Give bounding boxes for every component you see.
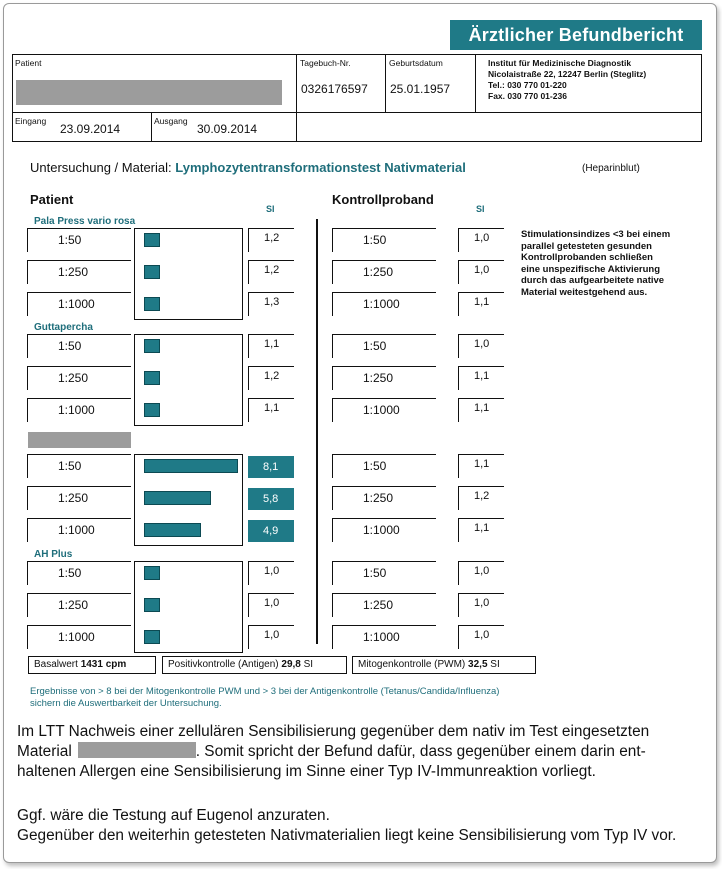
si-bar (144, 339, 160, 353)
si-bar (144, 371, 160, 385)
column-patient: Patient (30, 192, 74, 207)
si-bar (144, 403, 160, 417)
control-si-value: 1,1 (458, 454, 504, 478)
patient-si-value: 8,1 (248, 456, 294, 478)
patient-si-value: 1,1 (248, 398, 294, 422)
header-divider-v1 (296, 54, 297, 142)
patient-concentration: 1:250 (27, 486, 131, 510)
report-title: Ärztlicher Befundbericht (450, 20, 702, 50)
patient-si-value: 1,2 (248, 228, 294, 252)
control-si-value: 1,2 (458, 486, 504, 510)
tagebuch-value: 0326176597 (301, 82, 368, 96)
si-bar (144, 297, 160, 311)
control-concentration: 1:250 (332, 366, 436, 390)
mitogen-box (352, 656, 536, 674)
material-name: AH Plus (34, 549, 73, 560)
control-si-value: 1,0 (458, 593, 504, 617)
geburt-label: Geburtsdatum (389, 58, 443, 68)
basal-value: 1431 cpm (80, 659, 127, 670)
header-divider-v4 (151, 112, 152, 142)
befund-line-1: Im LTT Nachweis einer zellulären Sensibilisierung gegenüber dem nativ im Test eingesetzten (17, 723, 650, 740)
patient-si-value: 1,0 (248, 561, 294, 585)
mitogen-label: Mitogenkontrolle (PWM) (358, 659, 466, 670)
geburt-value: 25.01.1957 (390, 82, 451, 96)
column-si-patient: SI (266, 204, 275, 214)
eingang-value: 23.09.2014 (60, 122, 121, 136)
patient-si-value: 5,8 (248, 488, 294, 510)
si-bar (144, 233, 160, 247)
patient-si-value: 1,2 (248, 366, 294, 390)
control-concentration: 1:1000 (332, 625, 436, 649)
befund-line-4: Ggf. wäre die Testung auf Eugenol anzuraten. (17, 807, 330, 824)
untersuchung-label: Untersuchung / Material: (30, 160, 172, 175)
patient-name-redacted (16, 80, 282, 105)
patient-label: Patient (15, 58, 42, 68)
mitogen-value: 32,5 (468, 659, 488, 670)
eingang-label: Eingang (15, 116, 47, 126)
si-bar (144, 491, 211, 505)
material-name: Guttapercha (34, 322, 93, 333)
control-concentration: 1:250 (332, 486, 436, 510)
si-bar (144, 598, 160, 612)
patient-concentration: 1:1000 (27, 292, 131, 316)
control-concentration: 1:250 (332, 593, 436, 617)
material-name: Pala Press vario rosa (34, 216, 136, 227)
header-divider-h (12, 112, 702, 113)
patient-concentration: 1:1000 (27, 398, 131, 422)
patient-concentration: 1:250 (27, 593, 131, 617)
validity-note: Ergebnisse von > 8 bei der Mitogenkontrolle PWM und > 3 bei der Antigenkontrolle (Tetanus/Candida/Influenza) sichern die Auswertbarkeit der Untersuchung. (30, 686, 500, 709)
control-concentration: 1:50 (332, 334, 436, 358)
basal-box (28, 656, 156, 674)
si-bar (144, 630, 160, 644)
patient-concentration: 1:1000 (27, 518, 131, 542)
patient-concentration: 1:250 (27, 366, 131, 390)
patient-concentration: 1:50 (27, 561, 131, 585)
control-si-value: 1,0 (458, 561, 504, 585)
header-divider-v2 (385, 54, 386, 112)
ausgang-value: 30.09.2014 (197, 122, 258, 136)
befund-line-5: Gegenüber den weiterhin getesteten Nativmaterialien liegt keine Sensibilisierung vom Typ IV vor. (17, 827, 677, 844)
column-kontroll: Kontrollproband (332, 192, 434, 207)
patient-concentration: 1:50 (27, 334, 131, 358)
ausgang-label: Ausgang (154, 116, 188, 126)
control-concentration: 1:1000 (332, 292, 436, 316)
control-concentration: 1:250 (332, 260, 436, 284)
patient-si-value: 1,3 (248, 292, 294, 316)
patient-concentration: 1:250 (27, 260, 131, 284)
control-si-value: 1,1 (458, 518, 504, 542)
patient-si-value: 1,2 (248, 260, 294, 284)
column-separator (316, 219, 318, 644)
control-si-value: 1,0 (458, 334, 504, 358)
control-concentration: 1:1000 (332, 518, 436, 542)
patient-si-value: 1,0 (248, 625, 294, 649)
material-redacted (78, 742, 196, 758)
control-si-value: 1,0 (458, 228, 504, 252)
patient-concentration: 1:50 (27, 454, 131, 478)
patient-si-value: 1,1 (248, 334, 294, 358)
remark-text: Stimulationsindizes <3 bei einem parallel getesteten gesunden Kontrollprobanden schließen eine unspezifische Aktivierung durch das aufgearbeitete native Material weitestgehend aus. (521, 229, 671, 298)
patient-concentration: 1:1000 (27, 625, 131, 649)
si-bar (144, 265, 160, 279)
control-si-value: 1,0 (458, 625, 504, 649)
befund-line-2: Material . Somit spricht der Befund dafür, dass gegenüber einem darin ent- (17, 743, 646, 760)
positiv-box (162, 656, 347, 674)
si-bar (144, 459, 238, 473)
institut-address: Institut für Medizinische Diagnostik Nicolaistraße 22, 12247 Berlin (Steglitz) Tel.: 030 770 01-220 Fax. 030 770 01-236 (488, 58, 647, 101)
untersuchung-value: Lymphozytentransformationstest Nativmaterial (175, 160, 466, 175)
control-si-value: 1,1 (458, 398, 504, 422)
befund-line-3: haltenen Allergen eine Sensibilisierung im Sinne einer Typ IV-Immunreaktion vorliegt. (17, 763, 596, 780)
control-si-value: 1,0 (458, 260, 504, 284)
si-bar (144, 523, 201, 537)
report-page (3, 3, 717, 863)
control-concentration: 1:1000 (332, 398, 436, 422)
control-si-value: 1,1 (458, 366, 504, 390)
material-name-redacted (28, 432, 131, 448)
si-bar (144, 566, 160, 580)
tagebuch-label: Tagebuch-Nr. (300, 58, 351, 68)
basal-label: Basalwert (34, 659, 78, 670)
control-concentration: 1:50 (332, 454, 436, 478)
control-concentration: 1:50 (332, 561, 436, 585)
untersuchung-line (30, 160, 466, 175)
positiv-value: 29,8 (281, 659, 301, 670)
header-divider-v3 (475, 54, 476, 112)
patient-concentration: 1:50 (27, 228, 131, 252)
untersuchung-note: (Heparinblut) (582, 163, 640, 174)
positiv-label: Positivkontrolle (Antigen) (168, 659, 279, 670)
patient-si-value: 4,9 (248, 520, 294, 542)
mitogen-unit: SI (490, 659, 500, 670)
control-si-value: 1,1 (458, 292, 504, 316)
patient-si-value: 1,0 (248, 593, 294, 617)
column-si-kontroll: SI (476, 204, 485, 214)
positiv-unit: SI (303, 659, 314, 670)
control-concentration: 1:50 (332, 228, 436, 252)
